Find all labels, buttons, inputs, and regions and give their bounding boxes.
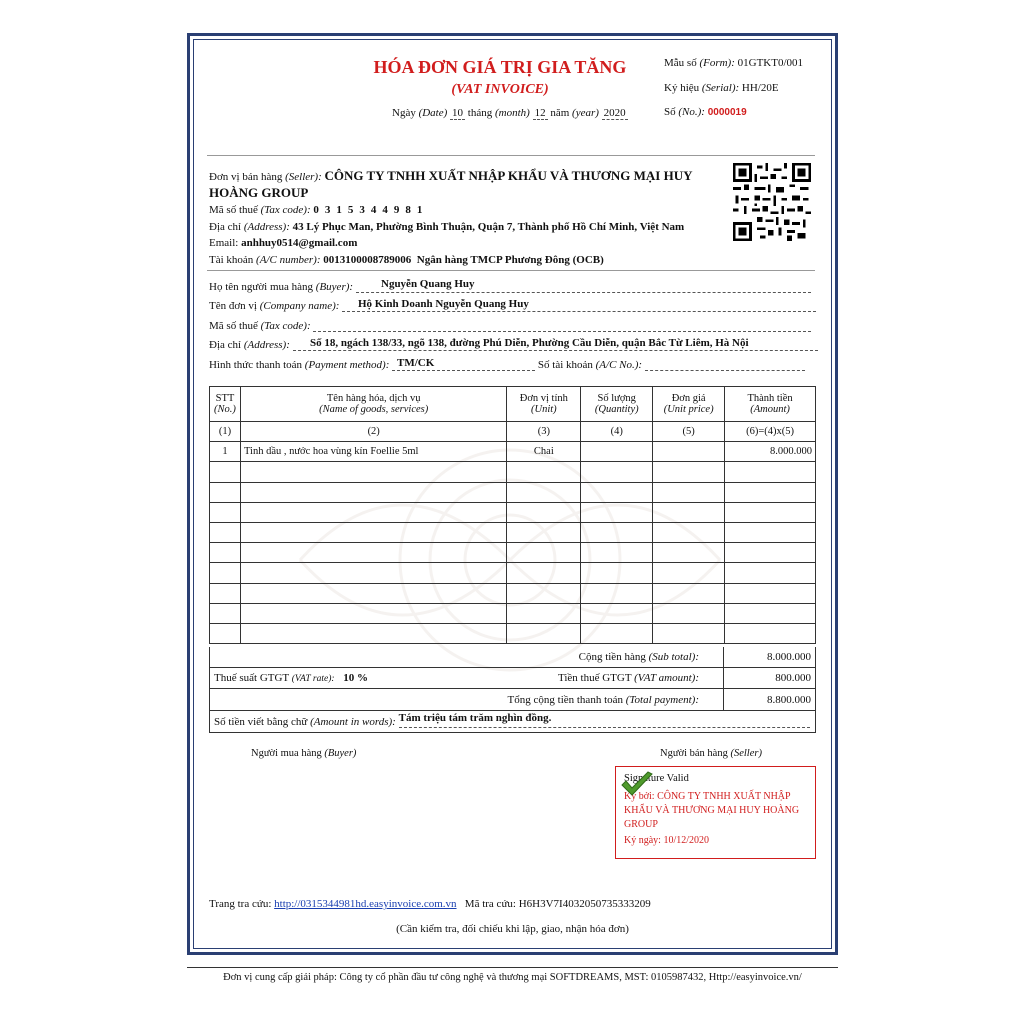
payment-label-en: (Payment method): — [304, 359, 390, 371]
empty-cell — [653, 583, 725, 603]
invoice-title: HÓA ĐƠN GIÁ TRỊ GIA TĂNG — [373, 57, 627, 77]
empty-cell — [725, 623, 816, 643]
header-divider — [207, 155, 815, 156]
index-cell: (2) — [240, 422, 506, 442]
seller-tax-label: Mã số thuế — [209, 204, 258, 216]
lookup-site-link[interactable]: http://0315344981hd.easyinvoice.com.vn — [274, 898, 457, 910]
empty-cell — [210, 583, 241, 603]
seller-signature-label — [660, 748, 762, 759]
buyer-name-label: Họ tên người mua hàng — [209, 281, 314, 293]
buyer-tax-label: Mã số thuế — [209, 320, 258, 332]
seller-account: 0013100008789006 — [323, 254, 412, 266]
empty-cell — [653, 522, 725, 542]
empty-cell — [581, 462, 653, 482]
seller-email: anhhuy0514@gmail.com — [241, 237, 358, 249]
buyer-company-label-en: (Company name): — [259, 300, 340, 312]
seller-account-label: Tài khoản — [209, 254, 254, 266]
buyer-sign-vi: Người mua hàng — [251, 748, 322, 759]
date-day: 10 — [452, 107, 464, 119]
seller-label: Đơn vị bán hàng — [209, 171, 283, 183]
empty-cell — [240, 502, 506, 522]
empty-cell — [210, 623, 241, 643]
buyer-payment-line — [209, 358, 815, 371]
empty-table-row — [210, 583, 816, 603]
date-label-en: (Date) — [418, 107, 448, 119]
vat-amount-cell — [723, 668, 815, 688]
empty-cell — [240, 522, 506, 542]
serial-value: HH/20E — [741, 82, 779, 94]
empty-cell — [240, 583, 506, 603]
vat-rate-label-en: (VAT rate): — [291, 674, 335, 684]
lookup-site-label: Trang tra cứu: — [209, 898, 272, 910]
buyer-account-label: Số tài khoản — [537, 359, 593, 371]
col-header-unit: Đơn vị tính (Unit) — [507, 387, 581, 422]
serial-number — [664, 82, 779, 94]
provider-footer: Đơn vị cung cấp giải pháp: Công ty cổ phần đầu tư công nghệ và thương mại SOFTDREAMS, MST: 0105987432, Http://easyinvoice.vn/ — [223, 972, 802, 983]
seller-address-label: Địa chỉ — [209, 221, 242, 233]
empty-cell — [507, 482, 581, 502]
seller-address: 43 Lý Phục Man, Phường Bình Thuận, Quận 7, Thành phố Hồ Chí Minh, Việt Nam — [292, 221, 685, 233]
year-word: năm — [550, 107, 570, 119]
empty-cell — [507, 543, 581, 563]
seller-account-label-en: (A/C number): — [256, 254, 321, 266]
empty-cell — [507, 583, 581, 603]
serial-label-en: (Serial): — [701, 82, 740, 94]
col-header-no: STT (No.) — [210, 387, 241, 422]
empty-table-row — [210, 522, 816, 542]
form-label-en: (Form): — [699, 57, 735, 69]
invoice-subtitle: (VAT INVOICE) — [451, 82, 549, 97]
no-label-en: (No.): — [678, 106, 705, 118]
empty-cell — [240, 462, 506, 482]
seller-label-en: (Seller): — [285, 171, 322, 183]
buyer-tax-label-en: (Tax code): — [260, 320, 311, 332]
row-price — [653, 442, 725, 462]
empty-cell — [653, 482, 725, 502]
empty-cell — [725, 502, 816, 522]
empty-cell — [581, 563, 653, 583]
empty-cell — [240, 482, 506, 502]
subtotal-label-group — [579, 651, 699, 663]
date-month: 12 — [534, 107, 546, 119]
empty-cell — [210, 502, 241, 522]
total-label-group — [508, 694, 699, 706]
buyer-company: Hộ Kinh Doanh Nguyễn Quang Huy — [358, 298, 529, 310]
no-value: 0000019 — [707, 107, 747, 118]
signature-valid-text: Signature Valid — [624, 773, 689, 784]
seller-tax-label-en: (Tax code): — [260, 204, 311, 216]
empty-cell — [581, 482, 653, 502]
total-cell — [723, 689, 815, 710]
payment-label: Hình thức thanh toán — [209, 359, 303, 371]
empty-table-row — [210, 482, 816, 502]
buyer-company-label: Tên đơn vị — [209, 300, 257, 312]
buyer-account-fill — [645, 358, 805, 371]
month-word: tháng — [467, 107, 493, 119]
index-cell: (4) — [581, 422, 653, 442]
vat-rate-group — [214, 672, 368, 684]
buyer-address: Số 18, ngách 138/33, ngõ 138, đường Phú Diễn, Phường Cầu Diễn, quận Bắc Từ Liêm, Hà Nội — [310, 337, 749, 349]
seller-address-label-en: (Address): — [243, 221, 290, 233]
empty-cell — [240, 563, 506, 583]
empty-cell — [581, 603, 653, 623]
vat-rate-value: 10 % — [343, 672, 369, 684]
index-cell: (3) — [507, 422, 581, 442]
invoice-date — [392, 107, 628, 120]
words-row — [209, 711, 816, 733]
seller-tax-code: 0315344981 — [313, 204, 429, 216]
col-header-price: Đơn giá (Unit price) — [653, 387, 725, 422]
empty-cell — [507, 623, 581, 643]
form-number — [664, 57, 803, 69]
empty-cell — [653, 563, 725, 583]
total-label: Tổng cộng tiền thanh toán — [507, 694, 624, 706]
empty-cell — [581, 502, 653, 522]
index-cell: (1) — [210, 422, 241, 442]
empty-cell — [725, 583, 816, 603]
year-label-en: (year) — [572, 107, 599, 119]
row-unit: Chai — [507, 442, 581, 462]
signed-by: Ký bởi: CÔNG TY TNHH XUẤT NHẬP KHẨU VÀ THƯƠNG MẠI HUY HOÀNG GROUP — [624, 791, 800, 830]
lookup-line — [209, 898, 651, 910]
footer-divider — [187, 967, 838, 968]
buyer-account-label-en: (A/C No.): — [595, 359, 643, 371]
table-header-row — [210, 387, 816, 422]
empty-table-row — [210, 502, 816, 522]
buyer-name-line — [209, 280, 815, 293]
empty-cell — [725, 462, 816, 482]
empty-cell — [725, 563, 816, 583]
col-header-name: Tên hàng hóa, dịch vụ (Name of goods, services) — [240, 387, 506, 422]
seller-sign-en: (Seller) — [730, 748, 762, 759]
seller-sign-vi: Người bán hàng — [660, 748, 728, 759]
empty-cell — [653, 543, 725, 563]
form-value: 01GTKT0/001 — [737, 57, 804, 69]
subtotal-value: 8.000.000 — [767, 651, 811, 663]
empty-cell — [240, 603, 506, 623]
words-label: Số tiền viết bằng chữ — [214, 716, 308, 728]
empty-cell — [210, 482, 241, 502]
empty-cell — [725, 543, 816, 563]
words-label-en: (Amount in words): — [310, 716, 396, 728]
lookup-code-label: Mã tra cứu: — [464, 898, 516, 910]
vat-rate-label: Thuế suất GTGT — [214, 672, 289, 684]
empty-cell — [653, 462, 725, 482]
subtotal-cell — [723, 647, 815, 667]
check-note: (Cần kiểm tra, đối chiếu khi lập, giao, nhận hóa đơn) — [396, 923, 629, 935]
empty-cell — [725, 482, 816, 502]
empty-cell — [581, 543, 653, 563]
checkmark-icon — [620, 771, 654, 799]
empty-cell — [653, 623, 725, 643]
empty-cell — [581, 583, 653, 603]
seller-account-line — [209, 254, 604, 266]
total-row — [209, 689, 816, 711]
empty-cell — [507, 522, 581, 542]
empty-cell — [653, 603, 725, 623]
empty-cell — [581, 522, 653, 542]
items-table — [209, 386, 816, 644]
empty-cell — [240, 543, 506, 563]
vat-amount-value: 800.000 — [775, 672, 811, 684]
words-fill — [398, 712, 810, 728]
empty-cell — [210, 603, 241, 623]
seller-bank: Ngân hàng TMCP Phương Đông (OCB) — [416, 254, 604, 266]
total-value: 8.800.000 — [767, 694, 811, 706]
no-label: Số — [664, 106, 676, 118]
seller-address-line — [209, 221, 684, 233]
empty-cell — [725, 522, 816, 542]
signed-date: Ký ngày: 10/12/2020 — [624, 835, 709, 846]
vat-amount-label-group — [558, 672, 699, 684]
col-header-amount: Thành tiền (Amount) — [725, 387, 816, 422]
invoice-number — [664, 106, 747, 118]
date-prefix: Ngày — [392, 107, 416, 119]
empty-cell — [240, 623, 506, 643]
buyer-signature-label — [251, 748, 356, 759]
empty-cell — [507, 462, 581, 482]
empty-cell — [653, 502, 725, 522]
serial-label: Ký hiệu — [664, 82, 700, 94]
col-header-qty: Số lượng (Quantity) — [581, 387, 653, 422]
empty-table-row — [210, 603, 816, 623]
buyer-address-label-en: (Address): — [243, 339, 290, 351]
empty-cell — [210, 462, 241, 482]
words-group — [214, 712, 810, 728]
empty-cell — [581, 623, 653, 643]
subtotal-label-en: (Sub total): — [648, 651, 699, 663]
form-label: Mẫu số — [664, 57, 697, 69]
seller-email-label: Email: — [209, 237, 239, 249]
seller-name-line — [209, 168, 693, 184]
seller-name-line2 — [209, 185, 308, 201]
empty-table-row — [210, 543, 816, 563]
buyer-name: Nguyễn Quang Huy — [381, 278, 475, 290]
row-qty — [581, 442, 653, 462]
subtotal-label: Cộng tiền hàng — [578, 651, 646, 663]
empty-table-row — [210, 623, 816, 643]
seller-name: CÔNG TY TNHH XUẤT NHẬP KHẨU VÀ THƯƠNG MẠI HUY — [324, 168, 693, 183]
buyer-tax-fill — [313, 319, 811, 332]
vat-amount-label-en: (VAT amount): — [634, 672, 699, 684]
buyer-sign-en: (Buyer) — [324, 748, 357, 759]
table-index-row — [210, 422, 816, 442]
empty-cell — [507, 603, 581, 623]
empty-cell — [210, 522, 241, 542]
vat-row — [209, 668, 816, 689]
row-no: 1 — [210, 442, 241, 462]
buyer-address-label: Địa chỉ — [209, 339, 242, 351]
seller-email-line — [209, 237, 357, 249]
amount-in-words: Tám triệu tám trăm nghìn đồng. — [398, 712, 552, 724]
row-amount: 8.000.000 — [725, 442, 816, 462]
vat-amount-label: Tiền thuế GTGT — [558, 672, 632, 684]
buyer-tax-line — [209, 319, 815, 332]
index-cell: (6)=(4)x(5) — [725, 422, 816, 442]
empty-cell — [210, 563, 241, 583]
empty-table-row — [210, 462, 816, 482]
qr-code-icon — [733, 162, 811, 242]
index-cell: (5) — [653, 422, 725, 442]
buyer-name-label-en: (Buyer): — [315, 281, 354, 293]
empty-table-row — [210, 563, 816, 583]
table-row — [210, 442, 816, 462]
empty-cell — [507, 502, 581, 522]
payment-method: TM/CK — [397, 357, 435, 369]
row-name: Tinh dầu , nước hoa vùng kín Foellie 5ml — [240, 442, 506, 462]
lookup-code: H6H3V7I4032050735333209 — [518, 898, 651, 910]
seller-name-cont: HOÀNG GROUP — [209, 185, 309, 200]
empty-cell — [725, 603, 816, 623]
subtotal-row — [209, 647, 816, 668]
date-year: 2020 — [603, 107, 626, 119]
month-label-en: (month) — [495, 107, 530, 119]
total-label-en: (Total payment): — [625, 694, 699, 706]
empty-cell — [210, 543, 241, 563]
empty-cell — [507, 563, 581, 583]
seller-tax-line — [209, 204, 428, 216]
seller-divider — [207, 270, 815, 271]
